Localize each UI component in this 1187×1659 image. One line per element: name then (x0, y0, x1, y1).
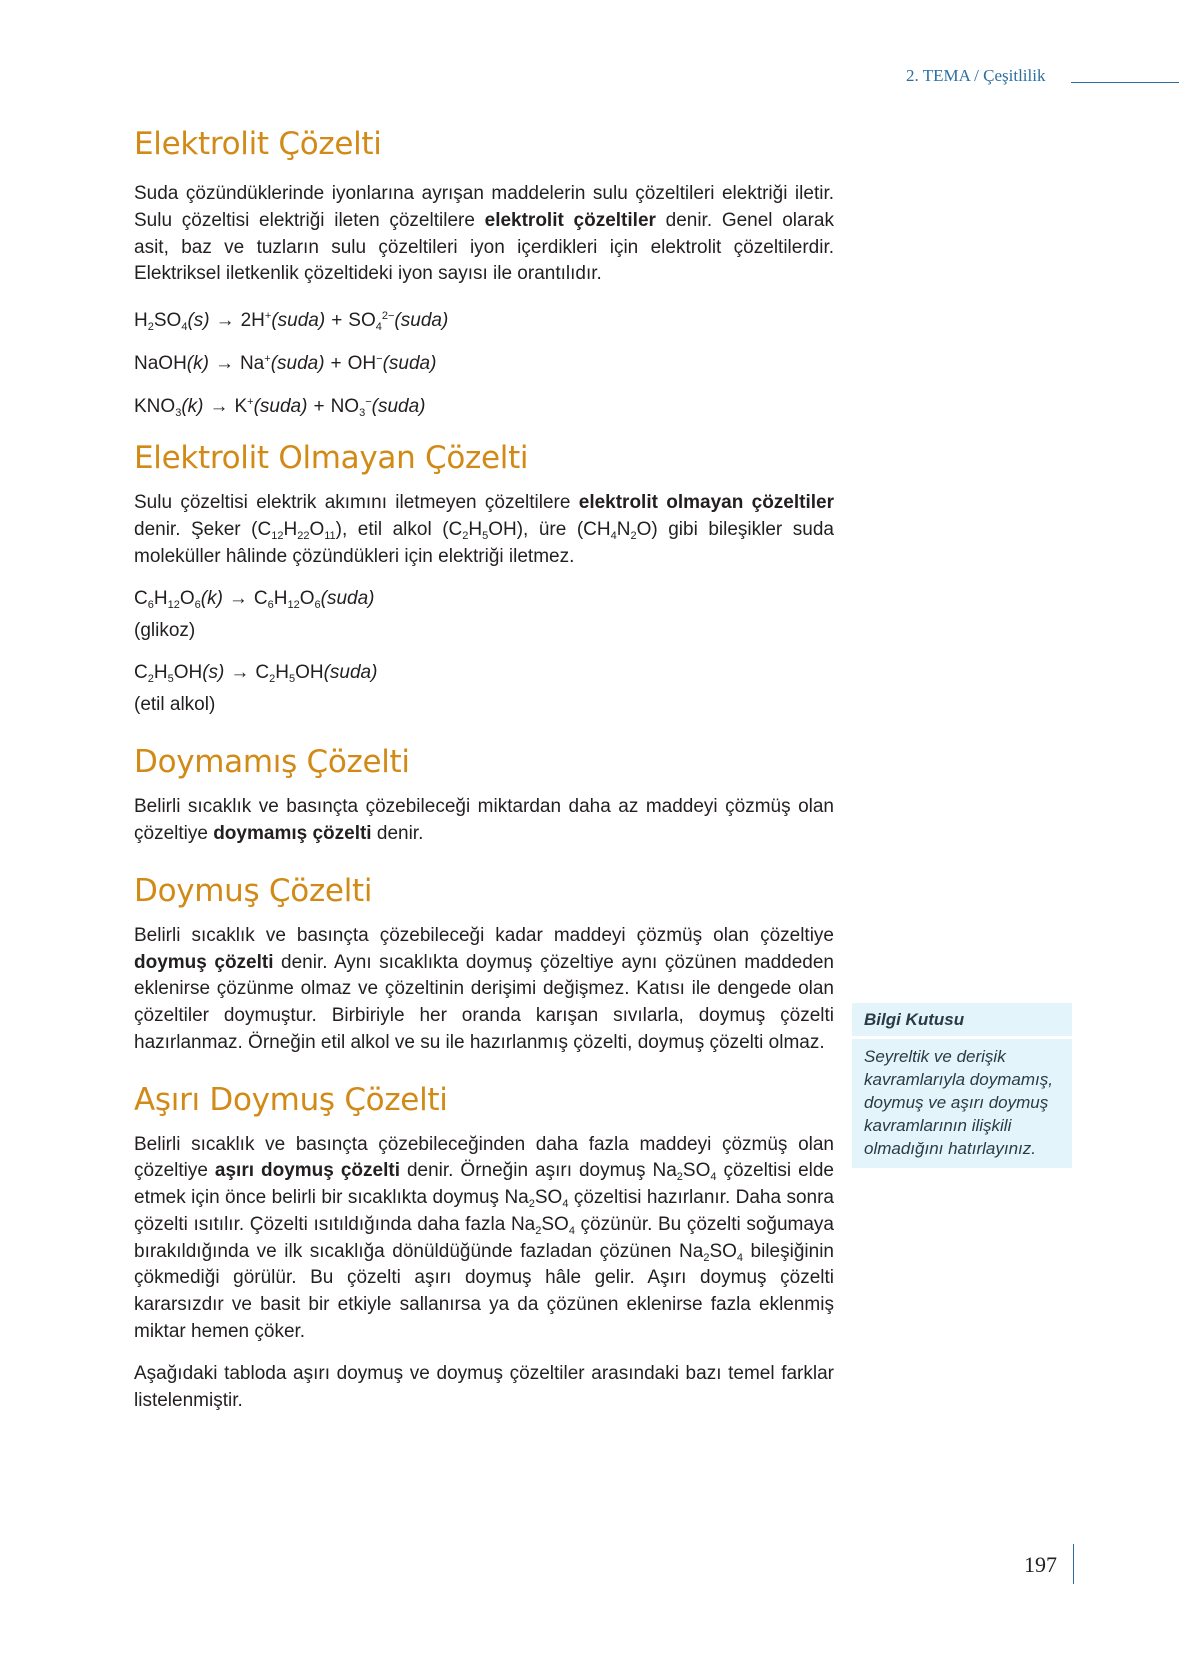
header-rule (1071, 82, 1179, 83)
paragraph-elektrolit-olmayan: Sulu çözeltisi elektrik akımını iletmeyen çözeltilere elektrolit olmayan çözeltiler denir. Şeker $(C_{12}H_{22}O_{11})$, etil alkol $(C_2H_5OH)$, üre $(CH_4N_2O)$ gibi bileşikler suda moleküller hâlinde çözündükleri için elektriği iletmez. (134, 492, 834, 567)
equation-kno3: $KNO_3(k)$ → K+(suda) + $NO_3^-(suda)$ (134, 396, 426, 419)
paragraph-doymamis: Belirli sıcaklık ve basınçta çözebileceği miktardan daha az maddeyi çözmüş olan çözeltiye doymamış çözelti denir. (134, 796, 834, 845)
label-glikoz: (glikoz) (134, 620, 196, 642)
equation-glucose: $C_6H_{12}O_6(k)$ → $C_6H_{12}O_6(suda)$ (134, 588, 375, 612)
main-content (134, 126, 834, 1415)
paragraph-doymus: Belirli sıcaklık ve basınçta çözebileceği kadar maddeyi çözmüş olan çözeltiye doymuş çözelti denir. Aynı sıcaklıkta doymuş çözeltiye aynı çözünen maddeden eklenirse çözünme olmaz ve çözeltinin derişimi değişmez. Katısı ile dengede olan çözeltiler doymuştur. Birbiriyle her oranda karışan sıvılarla, doymuş çözelti hazırlanmaz. Örneğin etil alkol ve su ile hazırlanmış çözelti, doymuş çözelti olmaz. (134, 925, 834, 1053)
equation-h2so4: $H_2SO_4(s)$ → 2H+(suda) + $SO_4^{2-}(suda)$ (134, 310, 449, 333)
paragraph-table-intro: Aşağıdaki tabloda aşırı doymuş ve doymuş çözeltiler arasındaki bazı temel farklar listelenmiştir. (134, 1363, 834, 1412)
page-number: 197 (1024, 1552, 1057, 1577)
equation-ethanol: $C_2H_5OH(s)$ → $C_2H_5OH(suda)$ (134, 662, 378, 686)
section-title-doymamis: Doymamış Çözelti (134, 744, 410, 781)
running-header: 2. TEMA / Çeşitlilik (906, 66, 1046, 85)
section-title-asiri-doymus: Aşırı Doymuş Çözelti (134, 1081, 448, 1118)
paragraph-elektrolit: Suda çözündüklerinde iyonlarına ayrışan maddelerin sulu çözeltileri elektriği iletir. Sulu çözeltisi elektriği ileten çözeltilere elektrolit çözeltiler denir. Genel olarak asit, baz ve tuzların sulu çözeltileri iyon içerdikleri için elektrolit çözeltilerdir. Elektriksel iletkenlik çözeltideki iyon sayısı ile orantılıdır. (134, 183, 834, 285)
section-title-elektrolit: Elektrolit Çözelti (134, 126, 382, 162)
info-box-body: Seyreltik ve derişik kavramlarıyla doymamış, doymuş ve aşırı doymuş kavramlarının ilişkili olmadığını hatırlayınız. (852, 1039, 1072, 1168)
section-title-doymus: Doymuş Çözelti (134, 872, 373, 909)
paragraph-asiri-doymus: Belirli sıcaklık ve basınçta çözebileceğinden daha fazla maddeyi çözmüş olan çözeltiye aşırı doymuş çözelti denir. Örneğin aşırı doymuş $Na_2SO_4$ çözeltisi elde etmek için önce belirli bir sıcaklıkta doymuş $Na_2SO_4$ çözeltisi hazırlanır. Daha sonra çözelti ısıtılır. Çözelti ısıtıldığında daha fazla $Na_2SO_4$ çözünür. Bu çözelti soğumaya bırakıldığında ve ilk sıcaklığa dönüldüğünde fazladan çözünen $Na_2SO_4$ bileşiğinin çökmediği görülür. Bu çözelti aşırı doymuş hâle gelir. Aşırı doymuş çözelti kararsızdır ve basit bir etkiyle sallanırsa ya da çözünen eklenirse fazla eklenmiş miktar hemen çöker. (134, 1133, 834, 1342)
page-number-rule (1073, 1544, 1074, 1584)
section-title-elektrolit-olmayan: Elektrolit Olmayan Çözelti (134, 440, 529, 476)
info-box (852, 1003, 1072, 1168)
label-etil-alkol: (etil alkol) (134, 694, 216, 716)
info-box-title: Bilgi Kutusu (852, 1003, 1072, 1036)
equation-naoh: NaOH(k) → Na+(suda) + OH−(suda) (134, 353, 437, 374)
